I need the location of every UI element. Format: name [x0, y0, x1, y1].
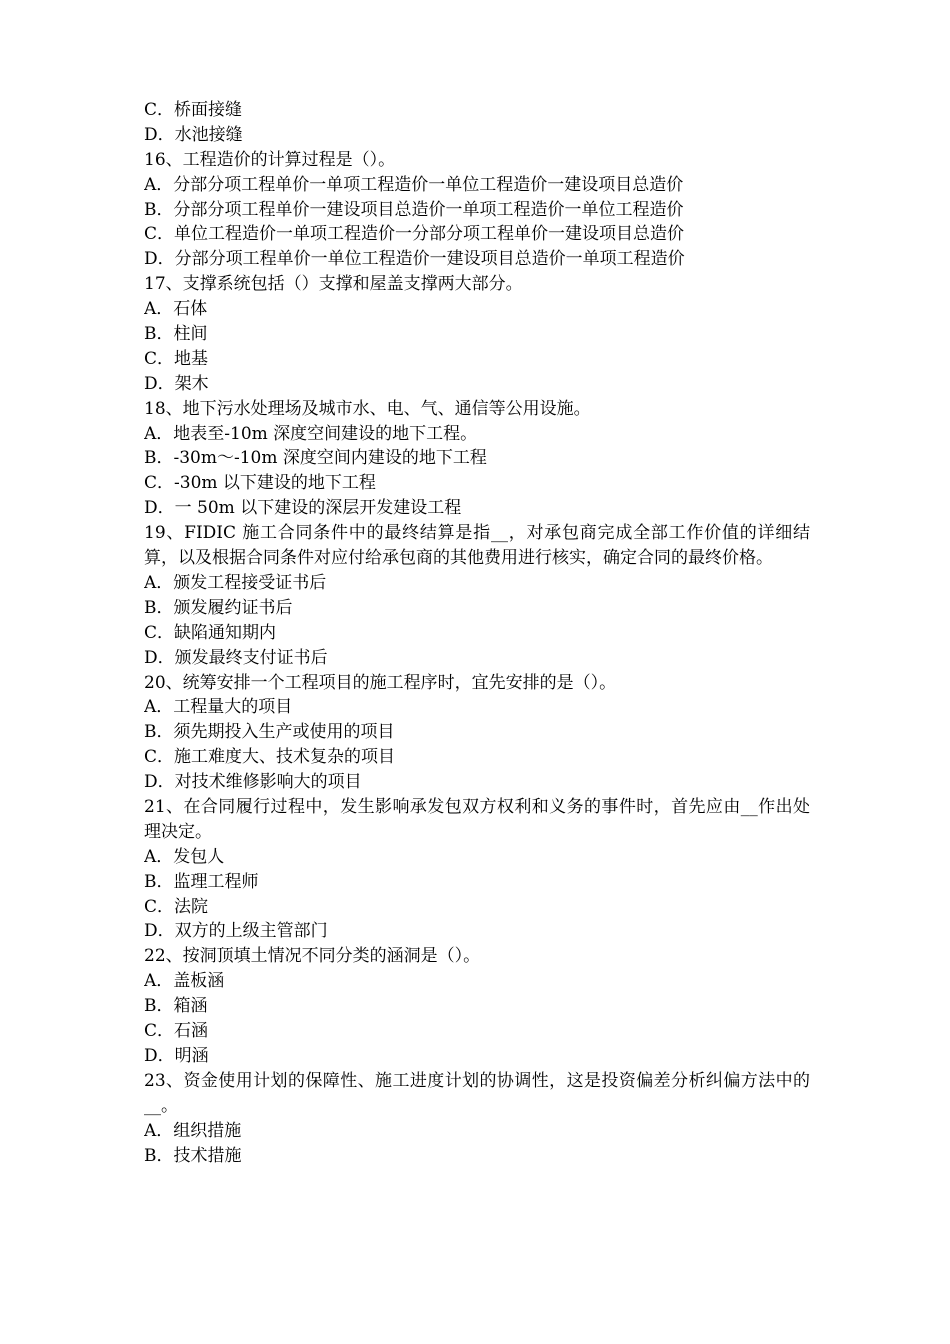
- question-stem: 18、地下污水处理场及城市水、电、气、通信等公用设施。: [144, 398, 591, 419]
- answer-option: A．组织措施: [144, 1120, 242, 1141]
- answer-option: D．分部分项工程单价一单位工程造价一建设项目总造价一单项工程造价: [144, 249, 685, 270]
- answer-option: B．须先期投入生产或使用的项目: [144, 722, 395, 743]
- answer-option: A．分部分项工程单价一单项工程造价一单位工程造价一建设项目总造价: [144, 174, 684, 195]
- question-stem: 22、按洞顶填土情况不同分类的涵洞是（）。: [144, 946, 481, 967]
- answer-option: C．石涵: [144, 1021, 209, 1042]
- answer-option: C．-30m 以下建设的地下工程: [144, 473, 376, 494]
- answer-option: A．石体: [144, 299, 208, 320]
- answer-option: B．颁发履约证书后: [144, 597, 293, 618]
- answer-option: B．箱涵: [144, 996, 208, 1017]
- answer-option: D．对技术维修影响大的项目: [144, 772, 362, 793]
- question-stem: 16、工程造价的计算过程是（）。: [144, 149, 396, 170]
- answer-option: D．一 50m 以下建设的深层开发建设工程: [144, 498, 462, 519]
- answer-option: D．双方的上级主管部门: [144, 921, 328, 942]
- question-stem: 19、FIDIC 施工合同条件中的最终结算是指__，对承包商完成全部工作价值的详细结算，以及根据合同条件对应付给承包商的其他费用进行核实，确定合同的最终价格。: [144, 523, 810, 569]
- answer-option: A．地表至-10m 深度空间建设的地下工程。: [144, 423, 478, 444]
- answer-option: B．-30m～-10m 深度空间内建设的地下工程: [144, 448, 487, 469]
- answer-option: C．单位工程造价一单项工程造价一分部分项工程单价一建设项目总造价: [144, 224, 685, 245]
- answer-option: A．颁发工程接受证书后: [144, 572, 327, 593]
- answer-option: B．监理工程师: [144, 871, 259, 892]
- answer-option: C．地基: [144, 348, 209, 369]
- answer-option: D．明涵: [144, 1045, 209, 1066]
- answer-option: A．发包人: [144, 846, 225, 867]
- answer-option: D．颁发最终支付证书后: [144, 647, 328, 668]
- answer-option: B．分部分项工程单价一建设项目总造价一单项工程造价一单位工程造价: [144, 199, 684, 220]
- answer-option: C．缺陷通知期内: [144, 622, 277, 643]
- answer-option: A．工程量大的项目: [144, 697, 293, 718]
- answer-option: C．施工难度大、技术复杂的项目: [144, 747, 396, 768]
- question-stem: 21、在合同履行过程中，发生影响承发包双方权利和义务的事件时，首先应由__作出处理决定。: [144, 796, 810, 842]
- answer-option: A．盖板涵: [144, 971, 225, 992]
- answer-option: B．柱间: [144, 324, 208, 345]
- answer-option: D．架木: [144, 373, 209, 394]
- document-body: [144, 98, 810, 1168]
- answer-option: B．技术措施: [144, 1145, 242, 1166]
- question-stem: 20、统筹安排一个工程项目的施工程序时，宜先安排的是（）。: [144, 672, 617, 693]
- question-stem: 17、支撑系统包括（）支撑和屋盖支撑两大部分。: [144, 274, 523, 295]
- question-stem: 23、资金使用计划的保障性、施工进度计划的协调性，这是投资偏差分析纠偏方法中的__。: [144, 1070, 810, 1116]
- answer-option: C．桥面接缝: [144, 100, 243, 120]
- answer-option: D．水池接缝: [144, 124, 243, 145]
- answer-option: C．法院: [144, 896, 209, 917]
